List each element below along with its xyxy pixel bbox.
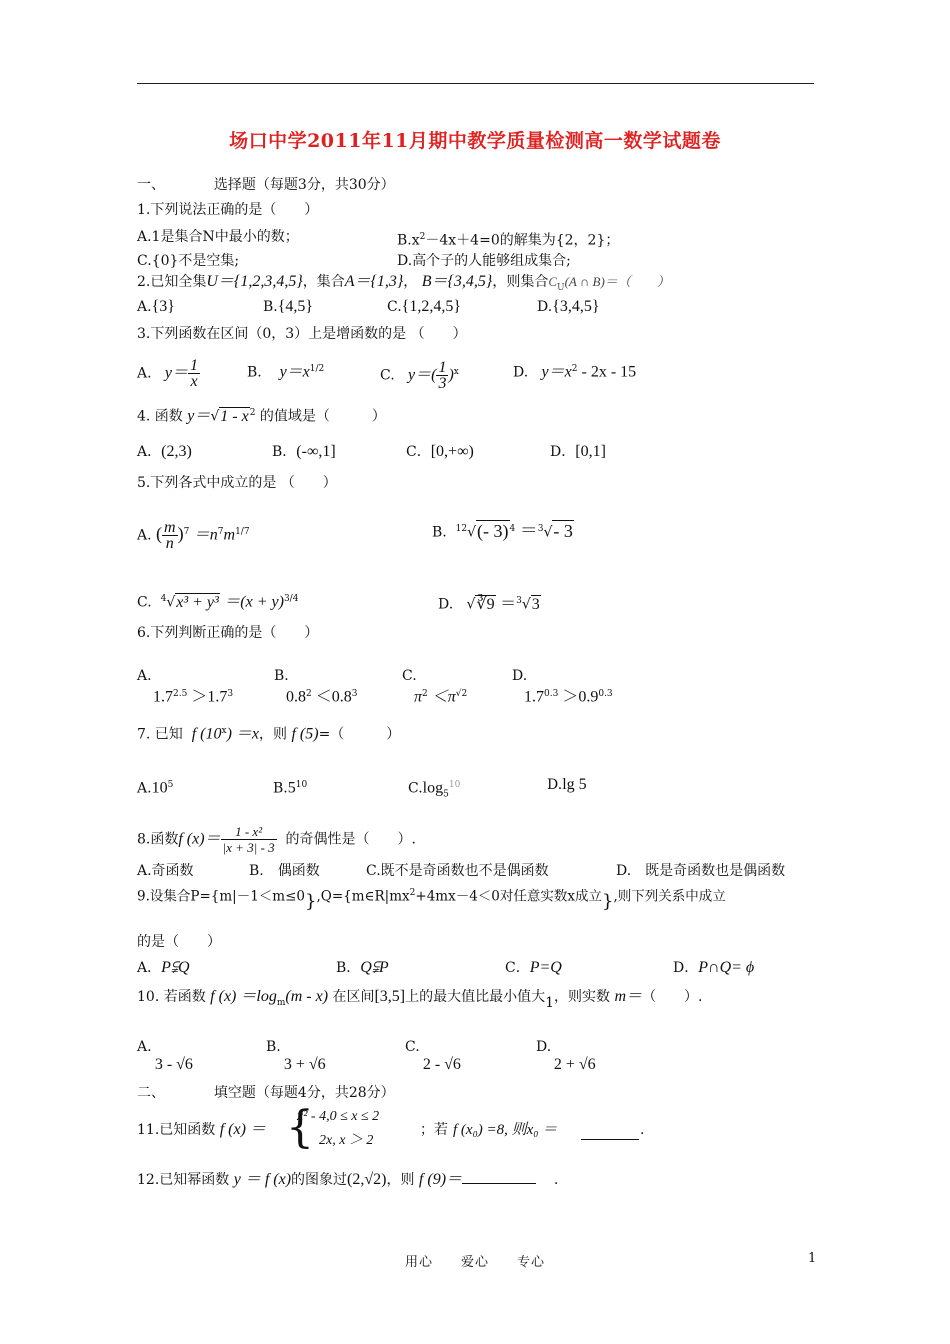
question-6-stem: 6.下列判断正确的是（ ） <box>137 625 319 641</box>
q5-option-b: B. $^{12}$√(- 3)$^4$ ＝$^3$√- 3 <box>432 520 573 541</box>
q4-option-a: A．(2,3) <box>137 443 192 460</box>
q7-option-a: $A.10^5$ <box>137 779 174 797</box>
answer-blank[interactable] <box>581 1121 639 1140</box>
question-11: 11.已知函数 f (x) ＝ { x² - 4,0 ≤ x ≤ 2 2x, x ＞ 2 ；若 f (x₀) =8, 则x₀ ＝ . <box>137 1102 645 1153</box>
q4-option-c: C．[0,+∞) <box>406 443 474 460</box>
q9-option-d: D．P∩Q= ϕ <box>673 959 755 976</box>
q9-option-a: A．P⫋Q <box>137 959 190 976</box>
q10-option-b: B. 3 + √6 <box>266 1039 326 1073</box>
question-12-stem: 12.已知幂函数 y ＝ f (x)的图象过(2,√2)，则 f (9)＝ . <box>137 1167 558 1189</box>
q3-option-b: B. $y=x^{1/2}$ <box>247 363 325 381</box>
q2-option-a: A.{3} <box>137 298 175 315</box>
page-title: 场口中学2011年11月期中教学质量检测高一数学试题卷 <box>229 130 721 152</box>
question-9-continuation: 的是（ ） <box>137 934 221 950</box>
q1-option-b: $B.x^2-4x+4=0$的解集为{2，2}； <box>397 232 620 249</box>
q7-option-c: $C.\log_5^{10}$ <box>408 779 461 800</box>
section-label: 选择题（每题3分，共30分） <box>213 177 395 193</box>
q8-option-b: B. 偶函数 <box>249 863 320 879</box>
q10-option-d: D. 2 + √6 <box>536 1039 596 1073</box>
q8-option-d: D. 既是奇函数也是偶函数 <box>616 863 786 879</box>
q2-option-c: C.{1,2,4,5} <box>387 298 462 315</box>
question-10-stem: 10. 若函数 f $(x) =\log_m(m - x)$ 在区间[3,5]上的最大值比最小值大1，则实数 m＝（ ）. <box>137 988 703 1011</box>
q5-option-c: C. $^4√x^3 + y^3 =(x + y)^{3/4}$ <box>137 593 299 611</box>
question-1-stem: 1.下列说法正确的是（ ） <box>137 202 319 218</box>
q3-option-a: A. y＝ $\frac{1}{x}$ <box>137 357 199 390</box>
question-2-stem: 2.已知全集U＝{1,2,3,4,5}，集合A＝{1,3}， B＝{3,4,5}，则集合$C_U(A$ ∩ B)＝（ ） <box>137 273 670 293</box>
section-label: 填空题（每题4分，共28分） <box>213 1085 395 1101</box>
question-9-stem: 9.设集合$P=\{m|-1<m\le 0\},Q=\{m\in R|mx^2+4mx-4<0$对任意实数x成立},则下列关系中成立 <box>137 888 726 912</box>
q9-option-b: B．Q⫋P <box>336 959 389 976</box>
q4-option-d: D．[0,1] <box>550 443 606 460</box>
q3-option-d: D. $y=x^2 - 2x - 15$ <box>513 363 637 381</box>
q10-option-c: C. 2 - √6 <box>405 1039 461 1073</box>
q1-option-a: A.1是集合N中最小的数； <box>137 229 299 245</box>
section-number: 一、 <box>137 177 165 193</box>
q10-option-a: A. 3 - √6 <box>137 1039 193 1073</box>
footer-motto: 用心 爱心 专心 <box>404 1255 545 1270</box>
q2-option-d: D.{3,4,5} <box>537 298 600 315</box>
section-one-heading <box>137 176 395 194</box>
section-two-heading <box>137 1084 395 1102</box>
question-7-stem: 7. 已知 f $(10^x) =x$，则 f (5)=（ ） <box>137 725 401 743</box>
question-5-stem: 5.下列各式中成立的是 （ ） <box>137 475 337 491</box>
q9-option-c: C．P=Q <box>505 959 562 976</box>
answer-blank[interactable] <box>462 1167 536 1184</box>
q1-option-d: D.高个子的人能够组成集合; <box>397 253 571 269</box>
q5-option-a: A. ( $\frac{m}{n}$ )$^7 =n^7m^{1/7}$ <box>137 519 250 552</box>
q2-option-b: B.{4,5} <box>263 298 314 315</box>
page-number: 1 <box>808 1251 817 1266</box>
q8-option-c: C.既不是奇函数也不是偶函数 <box>366 863 549 879</box>
question-8-stem: 8.函数f (x)＝ $\frac{\text{1 - x²}}{|x + 3| - 3}$ 的奇偶性是（ ）. <box>137 824 416 855</box>
q5-option-d: D. √∛9 ＝$^3$√3 <box>438 595 540 613</box>
q6-option-a: A. $1.7^{2.5} >1.7^3$ <box>137 668 234 706</box>
q6-option-d: D. $1.7^{0.3} >0.9^{0.3}$ <box>512 668 613 706</box>
q3-option-c: C. y＝( $\frac{1}{3}$ )$^x$ <box>380 359 459 392</box>
q6-option-c: C. $\pi^2 <\pi^{√2}$ <box>402 668 468 706</box>
q8-option-a: A.奇函数 <box>137 863 194 879</box>
question-3-stem: 3.下列函数在区间（0，3）上是增函数的是 （ ） <box>137 326 467 342</box>
q4-option-b: B．(-∞,1] <box>272 443 336 460</box>
section-number: 二、 <box>137 1085 165 1101</box>
q6-option-b: B. $0.8^2 <0.8^3$ <box>274 668 358 706</box>
q7-option-b: $B.5^{10}$ <box>273 779 308 797</box>
header-rule <box>137 83 814 84</box>
q1-option-c: C.{0}不是空集; <box>137 253 240 269</box>
q7-option-d: D.lg 5 <box>547 776 587 793</box>
question-4-stem: 4. 函数 $y=√1 - x^2$ 的值域是（ ） <box>137 407 386 425</box>
